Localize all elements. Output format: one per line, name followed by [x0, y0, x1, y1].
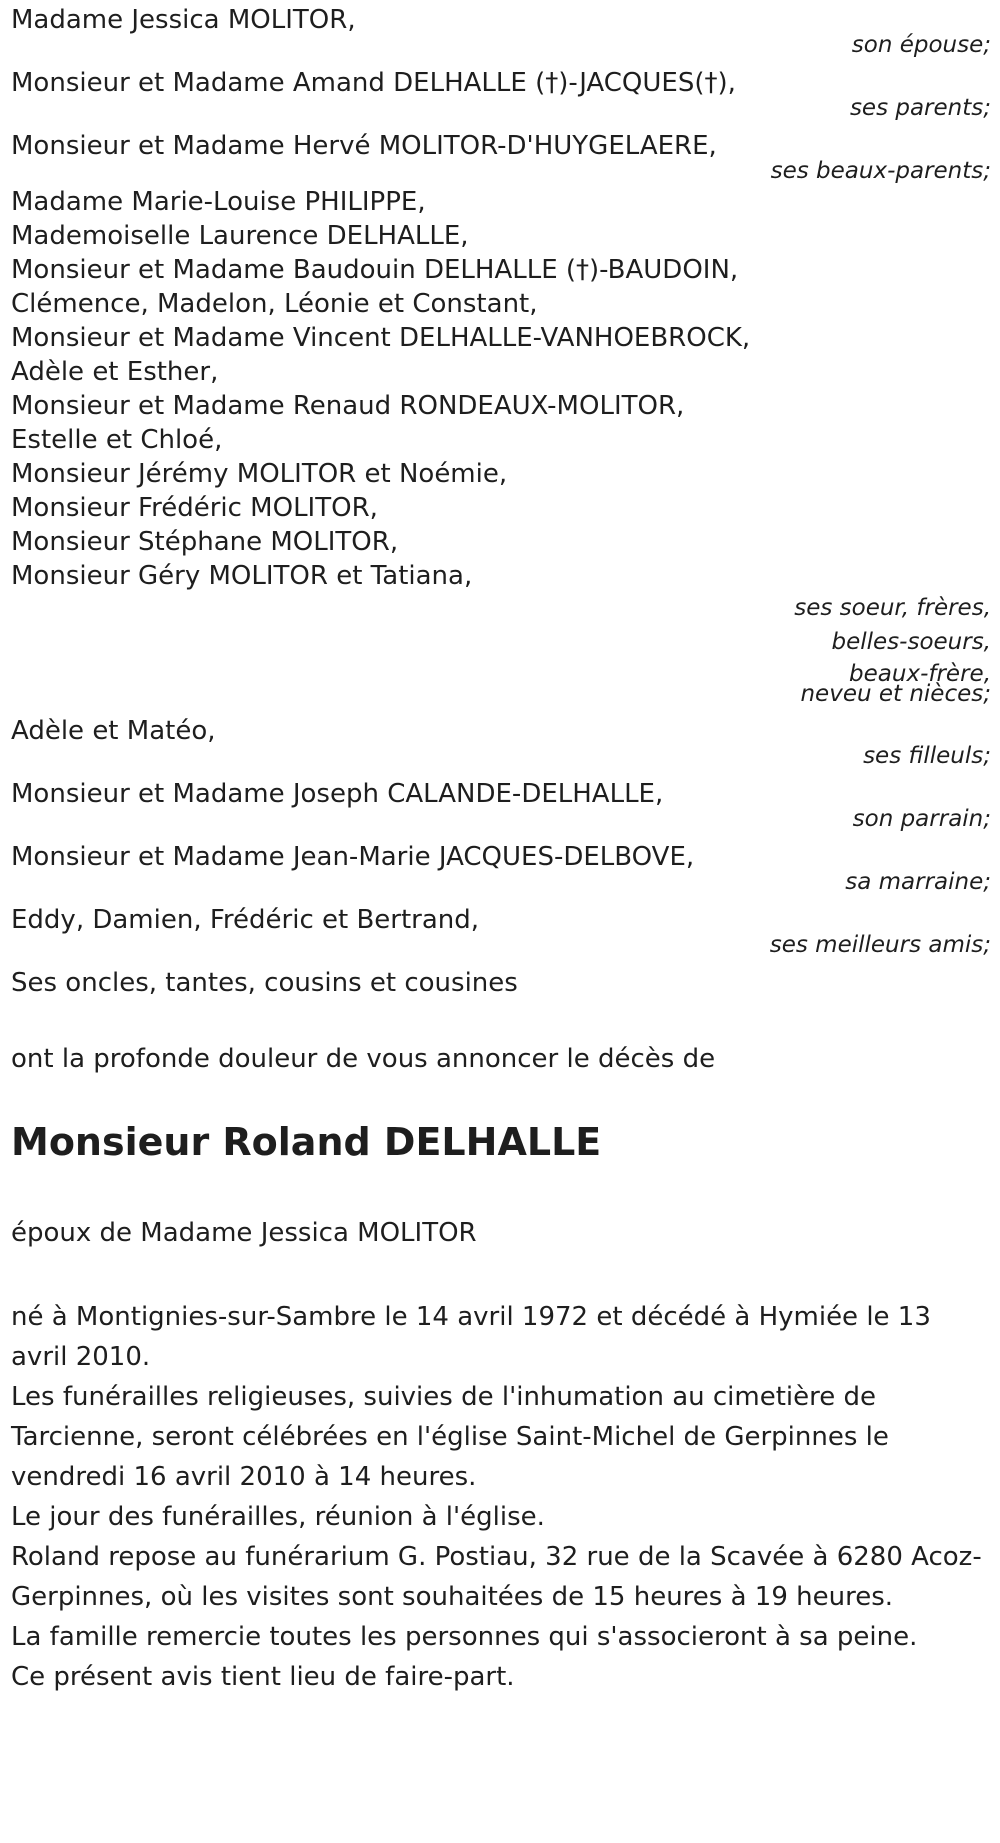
family-entry-godchildren	[11, 711, 991, 772]
siblings-role: beaux-frère,	[849, 661, 991, 687]
sibling-name: Monsieur et Madame Renaud RONDEAUX-MOLITOR,	[11, 391, 685, 421]
family-name: Monsieur et Madame Hervé MOLITOR-D'HUYGELAERE,	[11, 131, 717, 161]
family-role: son parrain;	[852, 806, 991, 832]
sibling-name: Madame Marie-Louise PHILIPPE,	[11, 187, 426, 217]
funerarium-details: Roland repose au funérarium G. Postiau, 32 rue de la Scavée à 6280 Acoz-Gerpinnes, où les visites sont souhaitées de 15 heures à 19 heures.	[11, 1542, 982, 1612]
sibling-name: Clémence, Madelon, Léonie et Constant,	[11, 289, 538, 319]
spouse-line: époux de Madame Jessica MOLITOR	[11, 1218, 477, 1248]
family-entry-godmother	[11, 837, 991, 898]
family-entry-parents	[11, 63, 991, 124]
family-name: Monsieur et Madame Jean-Marie JACQUES-DELBOVE,	[11, 842, 695, 872]
family-name: Monsieur et Madame Joseph CALANDE-DELHALLE,	[11, 779, 664, 809]
siblings-role: neveu et nièces;	[800, 681, 991, 707]
sibling-name: Monsieur Géry MOLITOR et Tatiana,	[11, 561, 473, 591]
sibling-name: Monsieur Jérémy MOLITOR et Noémie,	[11, 459, 508, 489]
thanks-text: La famille remercie toutes les personnes qui s'associeront à sa peine.	[11, 1622, 918, 1652]
siblings-block	[11, 185, 991, 705]
family-name: Eddy, Damien, Frédéric et Bertrand,	[11, 905, 480, 935]
family-role: son épouse;	[851, 32, 991, 58]
extended-family: Ses oncles, tantes, cousins et cousines	[11, 968, 518, 998]
family-entry-godfather	[11, 774, 991, 835]
family-role: ses meilleurs amis;	[769, 932, 991, 958]
sibling-name: Monsieur et Madame Vincent DELHALLE-VANHOEBROCK,	[11, 323, 751, 353]
family-role: ses parents;	[849, 95, 991, 121]
family-name: Adèle et Matéo,	[11, 716, 216, 746]
sibling-name: Monsieur Frédéric MOLITOR,	[11, 493, 378, 523]
reunion-details: Le jour des funérailles, réunion à l'église.	[11, 1502, 545, 1532]
family-entry-best-friends	[11, 900, 991, 961]
siblings-role: belles-soeurs,	[831, 629, 991, 655]
birth-death-details: né à Montignies-sur-Sambre le 14 avril 1972 et décédé à Hymiée le 13 avril 2010.	[11, 1302, 931, 1372]
family-role: sa marraine;	[845, 869, 991, 895]
sibling-name: Monsieur et Madame Baudouin DELHALLE (†)-BAUDOIN,	[11, 255, 739, 285]
funeral-details: Les funérailles religieuses, suivies de l'inhumation au cimetière de Tarcienne, seront célébrées en l'église Saint-Michel de Gerpinnes le vendredi 16 avril 2010 à 14 heures.	[11, 1382, 889, 1492]
deceased-name: Monsieur Roland DELHALLE	[11, 1120, 602, 1164]
obituary-notice	[11, 0, 991, 1697]
family-entry-spouse	[11, 0, 991, 61]
notice-text: Ce présent avis tient lieu de faire-part.	[11, 1662, 515, 1692]
family-role: ses filleuls;	[863, 743, 991, 769]
details-block	[11, 1297, 991, 1697]
sibling-name: Estelle et Chloé,	[11, 425, 223, 455]
sibling-name: Monsieur Stéphane MOLITOR,	[11, 527, 399, 557]
announcement-text: ont la profonde douleur de vous annoncer le décès de	[11, 1044, 716, 1074]
sibling-name: Adèle et Esther,	[11, 357, 219, 387]
siblings-role: ses soeur, frères,	[794, 595, 991, 621]
family-entry-in-laws	[11, 126, 991, 187]
family-name: Monsieur et Madame Amand DELHALLE (†)-JACQUES(†),	[11, 68, 736, 98]
family-role: ses beaux-parents;	[770, 158, 991, 184]
family-name: Madame Jessica MOLITOR,	[11, 5, 356, 35]
sibling-name: Mademoiselle Laurence DELHALLE,	[11, 221, 469, 251]
